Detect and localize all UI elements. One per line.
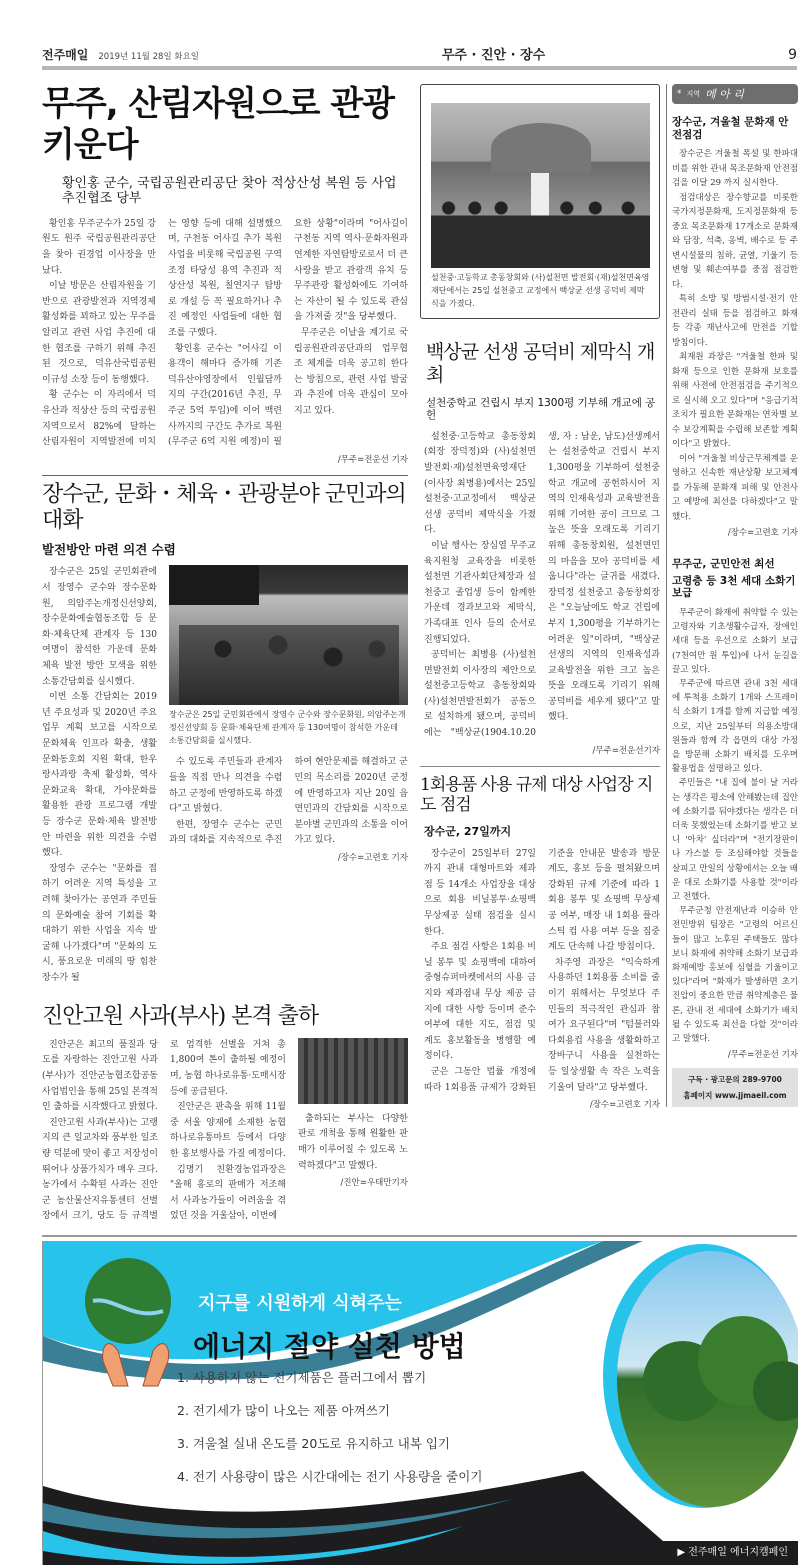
paragraph: 군은 그동안 법률 개정에 따라 1회용품 규제가 강화된 기준을 안내문 발송과 방문계도, 홍보 등을 펼쳐왔으며 강화된 규제 기준에 따라 1회용 봉투 및 쇼핑백 무상제공 여부, 매장 내 1회용 플라스틱 컵 사용 여부 등을 집중 계도 단속해 나갈 방침이다.: [424, 848, 660, 1093]
tip-item: 3. 겨울철 실내 온도를 20도로 유지하고 내복 입기: [177, 1436, 450, 1452]
paragraph: 최재원 과장은 "겨울철 한파 및 화재 등으로 인한 문화재 보호를 위해 사전에 안전점검을 주기적으로 실시해 오고 있다"며 "응급기적 조치가 필요한 문화재는 연차별 보수 보강계획을 수립해 보존할 계획이다"고 밝혔다.: [672, 352, 798, 450]
article-layout: [42, 1038, 408, 1225]
paragraph: 황인홍 무주군수가 25일 강원도 원주 국립공원관리공단을 찾아 권경업 이사장을 만났다.: [42, 218, 156, 276]
byline: /무주=전운선 기자: [727, 1050, 798, 1061]
byline: /무주=전운선 기자: [337, 454, 408, 465]
paragraph: 황 군수는 이 자리에서 덕유산과 적상산 등의 국립공원 지역으로서 82%에 달하는 산림자원이 지역발전에 미치는 영향 등에 대해 설명했으며, 구천동 어사길 추가 복원사업을 비롯해 국립공원 구역조정 타당성 용역 추진과 적상산성 복원, 칠연지구 탐방로 개설 등 꼭 필요하거나 추진 예정인 사업들에 대한 협조를 구했다.: [42, 218, 282, 448]
paragraph: 장수군은 25일 군민회관에서 장영수 군수와 장수문화원, 의암주논개정신선양회, 장수문화예술협동조합 등 문화·체육단체 관계자 등 130여명이 참석한 가운데 문화 체육 발전 방안 모색을 위한 소통간담회를 실시했다.: [42, 567, 157, 687]
sidebar-label-bar: [672, 84, 798, 104]
meeting-photo: [169, 565, 408, 705]
article-body: [420, 430, 660, 742]
article-headline: 진안고원 사과(부사) 본격 출하: [42, 1003, 319, 1029]
article-body: [298, 1112, 408, 1174]
contact-phone: 구독 · 광고문의 289-9700: [688, 1075, 782, 1085]
sidebar-body: [672, 147, 798, 524]
left-column: [42, 84, 408, 1225]
paragraph: 수 있도록 주민들과 관계자들을 직접 만나 의견을 수렴하고 군정에 반영하도록 하겠다"고 밝혔다.: [169, 757, 283, 815]
article-layout: [42, 565, 408, 986]
memorial-ceremony-photo: [431, 103, 650, 268]
paragraph: 이날 행사는 장심열 무주교육지원청 교육장을 비롯한 설천면 기관사회단체장과 설천중고 졸업생 등이 함께한 가운데 경과보고와 제막식, 가족대표 인사 등의 순서로 진행되었다.: [424, 540, 536, 645]
byline: /무주=전운선기자: [592, 745, 660, 756]
page-header: [42, 44, 797, 70]
paragraph: 이어 "겨울철 비상근무체계를 운영하고 신속한 재난상황 보고체계를 가동해 문화재 피해 및 안전사고 예방에 최선을 다하겠다"고 말했다.: [672, 453, 798, 522]
contact-box: [672, 1068, 798, 1107]
divider: [42, 475, 408, 476]
paragraph: 장수군은 겨울철 폭설 및 한파대비를 위한 관내 목조문화재 안전점검을 이달 29 까지 실시한다.: [672, 149, 798, 189]
article-subhead: 발전방안 마련 의견 수렴: [42, 542, 176, 558]
star-icon: *: [677, 89, 682, 99]
article-photo-area: [298, 1038, 408, 1188]
tip-item: 2. 전기세가 많이 나오는 제품 아껴쓰기: [177, 1403, 390, 1419]
page-body: [42, 84, 798, 1225]
paragraph: 주민들은 "내 집에 불이 날 거라는 생각은 평소에 안해봤는데 집안에 소화기를 둬야겠다는 생각은 더더욱 못했었는데 소화기를 받고 보니 '아차' 싶더라"며 "전기장판이나 가스불 등 조심해야할 것들을 살피고 만일의 상황에서는 오늘 배운 대로 소화기를 사용할 것"이라고 전했다.: [672, 778, 798, 903]
paragraph: 무주군이 화재에 취약할 수 있는 고령자와 기초생활수급자, 장애인 세대 등을 우선으로 소화기 보급(7천여만 원 투입)에 나서 눈길을 끌고 있다.: [672, 607, 798, 675]
paragraph: 진안군은 최고의 품질과 당도를 자랑하는 진안고원 사과(부사)가 진안군농협조합공동사업법인을 통해 25일 본격적인 출하를 시작했다고 밝혔다.: [42, 1039, 158, 1113]
photo-box: [420, 84, 660, 319]
paragraph: 무주군청 안전재난과 이승하 안전민방위 팀장은 "고령의 어르신들이 많고 노후된 주택들도 많다 보니 화재에 취약해 소화기 보급과 화재예방 홍보에 심혈을 기울이고 있다"라며 "화재가 발생하면 초기 진압이 중요한 만큼 취약계층은 물론, 관내 전 세대에 소화기가 배치될 수 있도록 최선을 다할 것"이라고 말했다.: [672, 906, 798, 1045]
photo-caption: 장수군은 25일 군민회관에서 장영수 군수와 장수문화원, 의암주논개정신선양회 등 문화·체육단체 관계자 등 130여명이 참석한 가운데 소통간담회를 실시했다.: [169, 710, 406, 746]
paragraph: 황인홍 군수는 "어사길 이용객이 해마다 증가해 기존 덕유산야영장에서 인월담까지의 구간(2016년 추진, 무주군 5억 투입)에 이어 백련사까지의 구간도 추가로 복원(무주군 6억 지원 예정)이 필요한 상황"이라며 "어사길이 구천동 지역 역사·문화자원과 연계한 자연탐방로로서 더 큰 사랑을 받고 관광객 유치 등 무주관광 활성화에도 기여하는 자산이 될 수 있도록 관심을 가져줄 것"을 당부했다.: [168, 218, 408, 448]
paper-name: 전주매일: [42, 48, 89, 62]
right-sidebar: [666, 84, 798, 1107]
article-body: [420, 847, 660, 1097]
article-subhead: 장수군, 27일까지: [424, 825, 512, 839]
paragraph: 무주군에 따르면 관내 3천 세대에 투척용 소화기 1개와 스프레이식 소화기 1개를 함께 지급할 예정으로, 지난 25일부터 의용소방대원들과 함께 각 읍면의 대상 가정을 방문해 소화기 배치를 도우며 활용법을 설명하고 있다.: [672, 678, 798, 775]
photo-caption: 설천중·고등학교 총동창회와 (사)설천면 발전회·(재)설천면육영재단에서는 25일 설천중고 교정에서 백상균 선생 공덕비 제막식을 가졌다.: [431, 273, 650, 308]
sidebar-headline: 무주군, 군민안전 최선: [672, 558, 775, 571]
paragraph: 공덕비는 최병용 (사)설천면발전회 이사장의 제안으로 설천중고등학교 총동창회와 (사)설천면발전회가 공동으로 설치하게 됐으며, 공덕비에는 "백상균(1904.10.20생, 자 : 남운, 남도)선생께서는 설천중학교 건립시 부지 1,300평을 기부하여 설천중학교 개교에 공헌하시어 지역의 인재육성과 교육발전을 위해 기여한 공이 크므로 그 높은 뜻을 오래도록 기리기 위해 총동창회원, 설천면민의 마음을 모아 공덕비를 세웁니다"라는 글귀를 새겼다. 장덕정 설천중고 총동창회장은 "오늘날에도 학교 건립에 부지 1,300평을 기부하기는 어려운 일"이라며, "백상균 선생의 지역의 인재육성과 교육발전을 위한 크고 높은 뜻을 오래도록 기리기 위해 공덕비를 세우게 됐다"고 말했다.: [424, 431, 660, 739]
section-title: 무주 · 진안 · 장수: [441, 48, 546, 63]
energy-tips-list: [177, 1369, 482, 1486]
sidebar-body: [672, 606, 798, 1046]
ad-title-1: 지구를 시원하게 식혀주는: [198, 1293, 402, 1315]
byline: /진안=우태만기자: [340, 1178, 408, 1189]
article-body: [42, 217, 408, 451]
divider: [42, 997, 408, 998]
paragraph: 무주군은 이날을 계기로 국립공원관리공단과의 업무협조 체계를 더욱 공고히 한다는 방침으로, 관련 사업 발굴과 추진에 더욱 관심이 모아지고 있다.: [294, 327, 408, 416]
section-divider: [42, 1235, 797, 1237]
article-headline: 백상균 선생 공덕비 제막식 개최: [426, 341, 655, 386]
article-headline: 장수군, 문화・체육・관광분야 군민과의 대화: [42, 481, 406, 534]
paragraph: 차주영 과장은 "익숙하게 사용하던 1회용품 소비를 줄이기 위해서는 무엇보다 주민들의 적극적인 관심과 참여가 요구된다"며 "텀블러와 다회용컵 사용을 생활화하고 장바구니 사용을 실천하는 등 일상생활 속 작은 노력을 기울여 달라"고 당부했다.: [548, 957, 660, 1093]
homepage-link[interactable]: 홈페이지 www.jjmaeil.com: [683, 1091, 787, 1101]
main-headline: 무주, 산림자원으로 관광 키운다: [42, 84, 395, 165]
page-number: 9: [788, 47, 797, 63]
paragraph: 장영수 군수는 "문화를 접하기 어려운 지역 특성을 고려해 찾아가는 공연과 주민들의 문화예술 참여 기회를 확대하기 위한 사업을 지속 발굴해 나가겠다"며 "문화의 도시, 풍요로운 미래의 땅 힘찬 장수가 될: [42, 863, 157, 983]
ad-footer: ▶ 전주매일 에너지캠페인: [677, 1547, 788, 1559]
byline: /장수=고련호 기자: [727, 528, 798, 539]
article-body: [42, 565, 157, 986]
sidebar-subhead: 고령층 등 3천 세대 소화기 보급: [672, 574, 796, 600]
tip-item: 1. 사용하지 않는 전기제품은 플러그에서 뽑기: [177, 1370, 427, 1386]
byline: /장수=고련호 기자: [589, 1100, 660, 1111]
byline: /장수=고련호 기자: [337, 853, 408, 864]
paragraph: 이날 방문은 산림자원을 기반으로 관광발전과 지역경제 활성화를 꾀하고 있는 무주를 알리고 관련 사업 추진에 대한 협조를 구하기 위해 추진된 것으로, 덕유산국립공원 이규성 소장 등이 동행했다.: [42, 281, 156, 385]
paragraph: 출하되는 부사는 다양한 판로 개척을 통해 원활한 판매가 이루어질 수 있도록 노력하겠다"고 말했다.: [298, 1113, 408, 1171]
apple-packing-photo: [298, 1038, 408, 1104]
sidebar-headline: 장수군, 겨울철 문화재 안전점검: [672, 116, 789, 141]
label-small: 지역: [686, 90, 701, 98]
article-subhead: 설천중학교 건립시 부지 1300평 기부해 개교에 공헌: [426, 396, 656, 422]
article-headline: 1회용품 사용 규제 대상 사업장 지도 점검: [420, 774, 653, 816]
paragraph: 주요 점검 사항은 1회용 비닐 봉투 및 쇼핑백에 대하여 중형슈퍼마켓에서의 사용 금지와 제과점내 무상 제공 금지에 대한 사항 등이며 준수여부에 대한 지도, 점검 및 계도 홍보활동을 병행할 예정이다.: [424, 942, 536, 1062]
paragraph: 설천중·고등학교 총동창회(회장 장덕정)와 (사)설천면 발전회·재)설천면육영재단(이사장 최병용)에서는 25일 설천중·고교정에서 백상균 선생 공덕비 제막식을 가졌다.: [424, 431, 536, 536]
middle-column: [420, 84, 660, 1110]
issue-date: 2019년 11월 28일 화요일: [98, 52, 200, 62]
paragraph: 장수군이 25일부터 27일까지 관내 대형마트와 제과점 등 14개소 사업장을 대상으로 회용 비닐봉투·쇼핑백 무상제공 실태 점검을 실시한다.: [424, 848, 536, 937]
energy-campaign-ad: [42, 1241, 798, 1565]
article-photo-area: [169, 565, 408, 863]
divider: [420, 766, 660, 767]
label: 메 아 리: [705, 88, 744, 101]
main-subhead: 황인홍 군수, 국립공원관리공단 찾아 적상산성 복원 등 사업 추진협조 당부: [62, 175, 397, 207]
paragraph: 점검대상은 장수향교를 비롯한 국가지정문화재, 도지정문화재 등 중요 목조문화재 17개소로 문화재와 담장, 석축, 옹벽, 배수로 등 주변시설물의 침하, 균열, 기울기 등 변형 및 훼손여부를 중점 점검한다.: [672, 192, 798, 290]
paragraph: 김명기 친환경농업과장은 "올해 홍로의 판매가 저조해서 사과농가들이 어려움을 겪었던 것을 거울삼아, 이번에: [170, 1164, 286, 1222]
tip-item: 4. 전기 사용량이 많은 시간대에는 전기 사용량을 줄이기: [177, 1469, 483, 1485]
paragraph: 진안고원 사과(부사)는 고랭지의 큰 일교차와 풍부한 일조량 덕분에 맛이 좋고 저장성이 뛰어나 상품가치가 매우 크다. 농가에서 수확된 사과는 진안군 농산물산지유통센터 선별장에서 크기, 당도 등 규격별로 엄격한 선별을 거쳐 총 1,800여 톤이 출하될 예정이며, 농협 하나로유통·도매시장 등에 공급된다.: [42, 1039, 286, 1222]
article-body: [169, 755, 408, 849]
paragraph: 특히 소방 및 방범시설·전기 안전관리 실태 등을 점검하고 화재 등 각종 재난사고에 만전을 기할 방침이다.: [672, 294, 798, 348]
paragraph: 진안군은 판촉을 위해 11월 중 서울 양재에 소재한 농협 하나로유통마트 등에서 다양한 홍보행사를 가질 예정이다.: [170, 1102, 286, 1160]
paragraph: 이번 소통 간담회는 2019년 주요성과 및 2020년 주요업무 계획 보고를 시작으로 문화체육 인프라 확충, 생활문화동호회 지원 확대, 한우랑사과랑 축제 활성화, 역사문화교육 확대, 가야문화를 활용한 관광 프로그램 개발 등 장수군 문화·체육 발전방안 마련을 위한 의견을 수렴했다.: [42, 692, 157, 859]
paragraph: 한편, 장영수 군수는 군민과의 대화를 지속적으로 추진하여 현안문제를 해결하고 군민의 목소리를 2020년 군정에 반영하고자 지난 20일 읍면민과의 간담회를 시작으로 분야별 군민과의 소통을 이어가고 있다.: [169, 757, 408, 846]
article-body: [42, 1038, 286, 1225]
ad-title-2: 에너지 절약 실천 방법: [193, 1330, 466, 1364]
